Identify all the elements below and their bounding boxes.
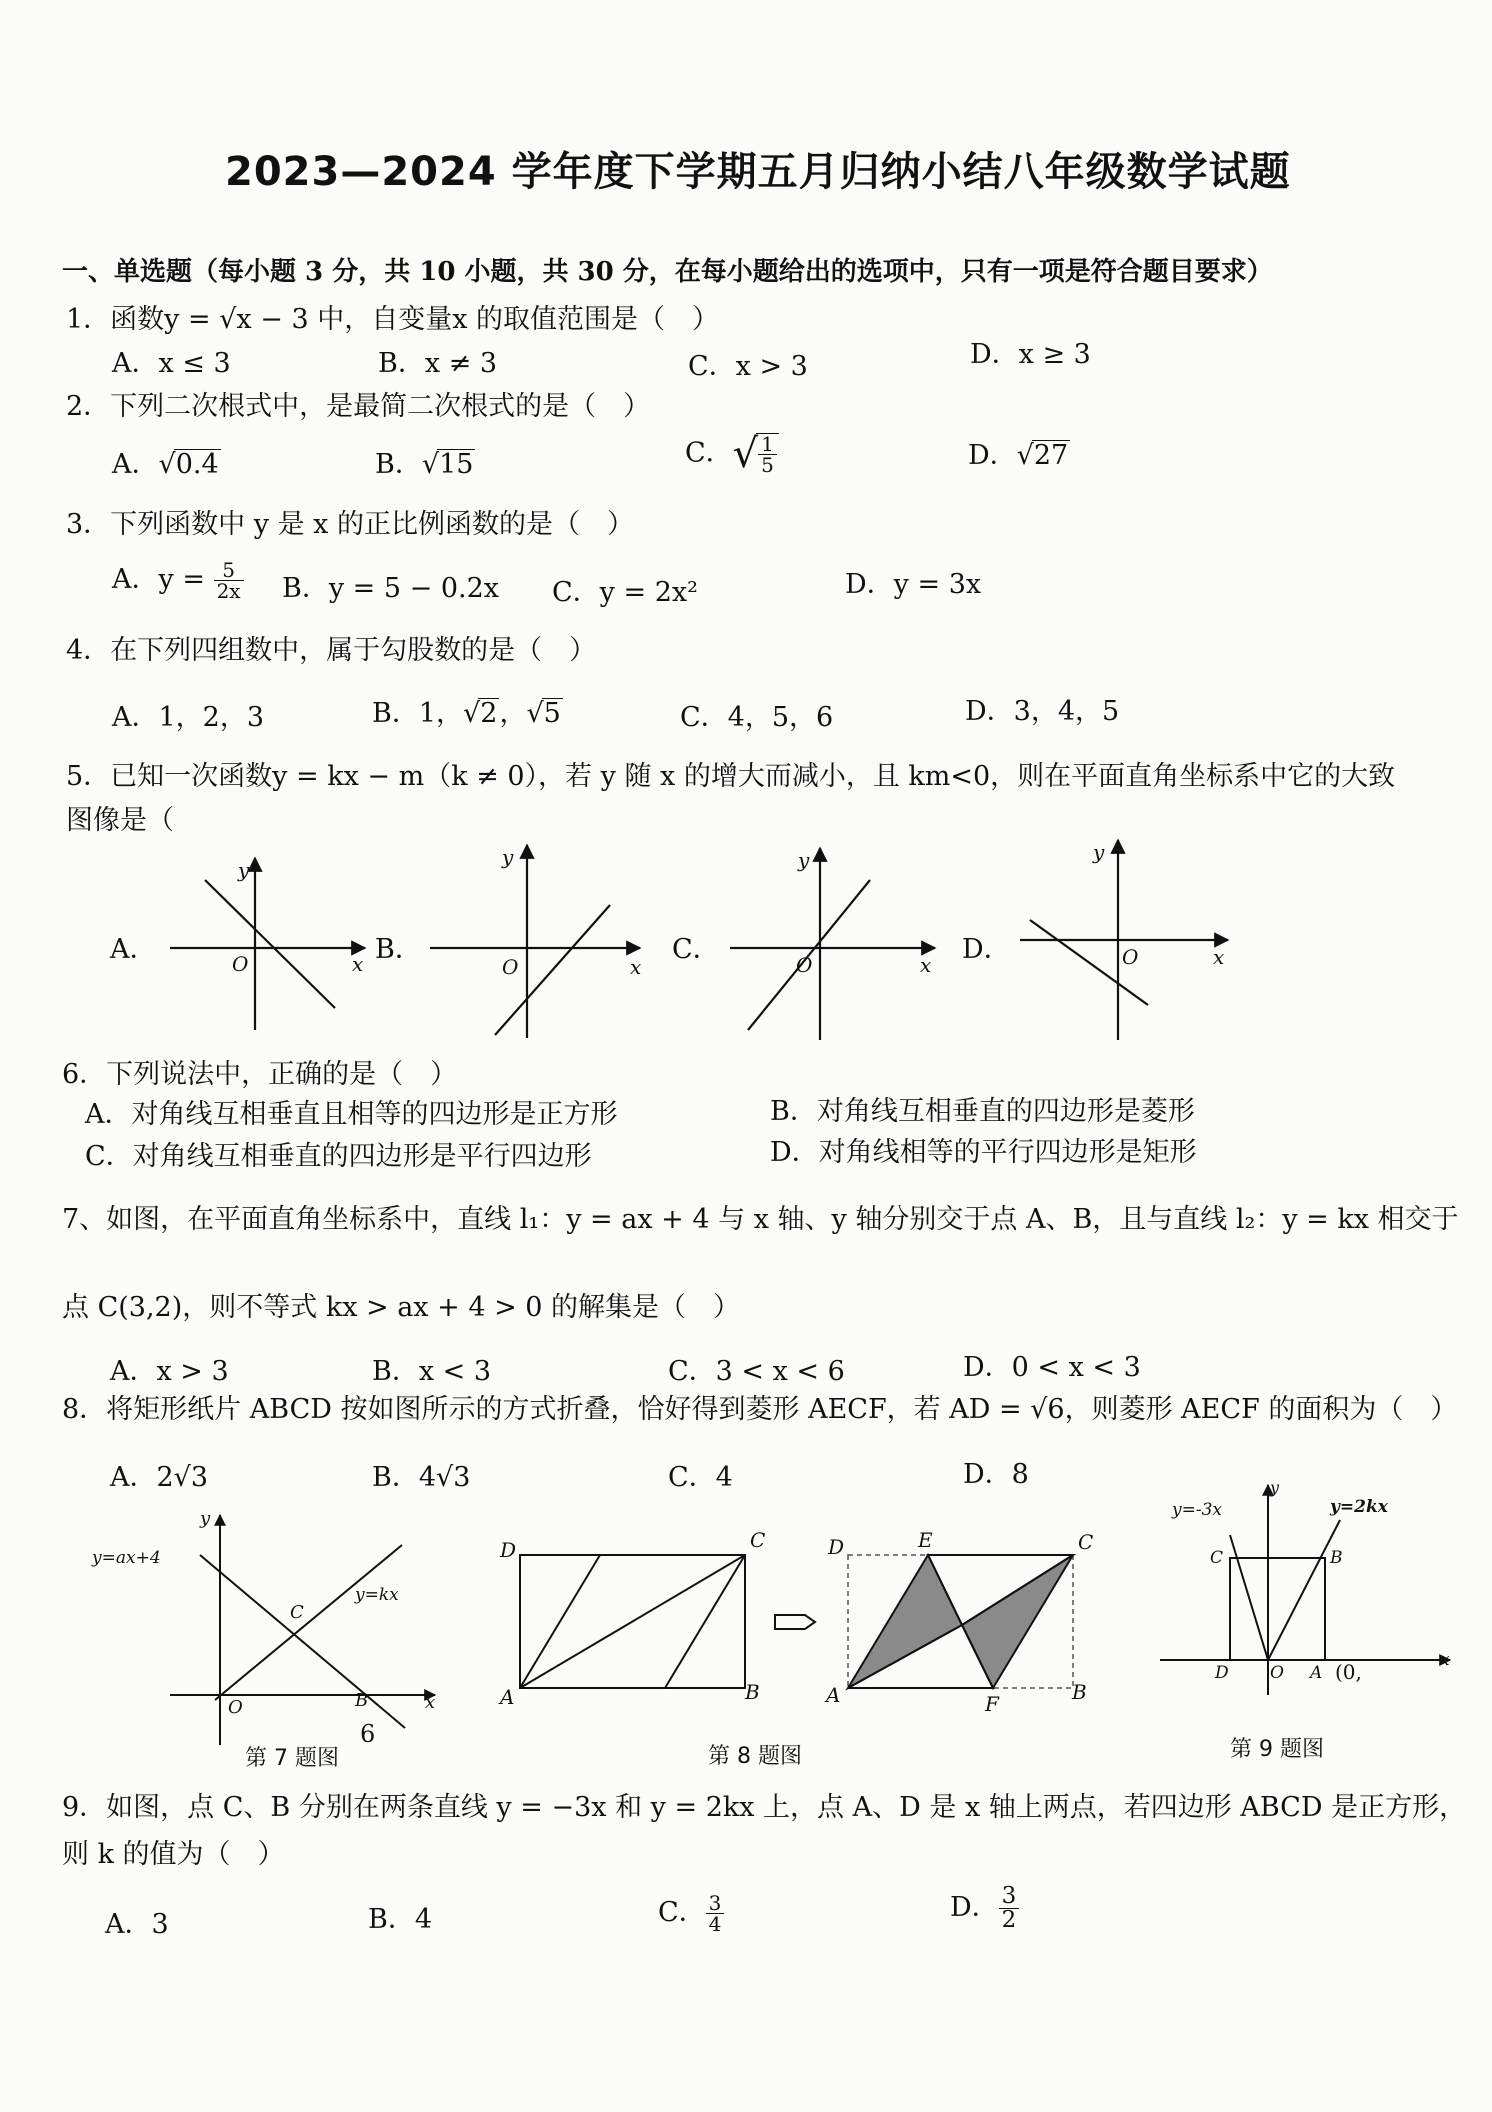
fig9-caption: 第 9 题图 [1230, 1737, 1324, 1762]
fig8-right-d: D [828, 1535, 845, 1559]
fig9-line2-label: y=2kx [1330, 1497, 1388, 1517]
q5-label-b: B． [375, 934, 422, 965]
fig7-point-b: B [355, 1690, 369, 1711]
q5b-axis-y: y [502, 845, 514, 869]
q7-stem: 7、如图，在平面直角坐标系中，直线 l₁：y = ax + 4 与 x 轴、y 轴分别交于点 A、B，且与直线 l₂：y = kx 相交于 [62, 1204, 1459, 1235]
fig7-axis-y: y [200, 1508, 211, 1529]
q2-stem: 2．下列二次根式中，是最简二次根式的是（ ） [66, 391, 651, 422]
fig7-handwritten-note: 6 [360, 1720, 376, 1748]
q5-stem: 5．已知一次函数y = kx − m（k ≠ 0），若 y 随 x 的增大而减小，且 km<0，则在平面直角坐标系中它的大致 [66, 761, 1396, 792]
q5d-axis-x: x [1213, 945, 1225, 969]
q1-option-d: D．x ≥ 3 [970, 339, 1091, 370]
q9-option-a: A．3 [105, 1909, 169, 1940]
q4-option-b: B．1，√2，√5 [372, 698, 561, 729]
page-title: 2023—2024 学年度下学期五月归纳小结八年级数学试题 [225, 149, 1291, 195]
q3-option-b: B．y = 5 − 0.2x [282, 573, 500, 604]
fig7-caption: 第 7 题图 [245, 1746, 339, 1771]
q8-option-a: A．2√3 [110, 1462, 209, 1493]
q6-option-a: A．对角线互相垂直且相等的四边形是正方形 [85, 1099, 618, 1130]
q3-option-c: C．y = 2x² [552, 577, 698, 608]
q5b-axis-x: x [630, 955, 642, 979]
q9-stem: 9．如图，点 C、B 分别在两条直线 y = −3x 和 y = 2kx 上，点 A、D 是 x 轴上两点，若四边形 ABCD 是正方形， [62, 1792, 1467, 1823]
q5-label-d: D． [962, 934, 1011, 965]
fig8-left-c: C [750, 1528, 766, 1552]
q2-option-c: C．√ $\frac{1}{5}$ [685, 432, 779, 476]
fig7-line2-label: y=kx [355, 1585, 399, 1605]
fig9-point-c: C [1210, 1548, 1224, 1568]
q5c-axis-x: x [920, 953, 932, 977]
q9-option-b: B．4 [368, 1904, 433, 1935]
fig8-left-a: A [500, 1685, 515, 1709]
q5c-axis-y: y [798, 848, 810, 872]
q6-stem: 6．下列说法中，正确的是（ ） [62, 1059, 458, 1090]
q3-option-d: D．y = 3x [845, 569, 982, 600]
q7-option-a: A．x > 3 [110, 1356, 229, 1387]
section-heading: 一、单选题（每小题 3 分，共 10 小题，共 30 分，在每小题给出的选项中，只有一项是符合题目要求） [62, 257, 1273, 287]
q4-stem: 4．在下列四组数中，属于勾股数的是（ ） [66, 635, 597, 666]
fig9-origin: O [1270, 1663, 1284, 1683]
q8-option-d: D．8 [963, 1459, 1029, 1490]
q2-option-b: B．√15 [375, 449, 474, 480]
q7-stem-continued: 点 C(3,2)，则不等式 kx > ax + 4 > 0 的解集是（ ） [62, 1292, 741, 1323]
q2-option-a: A．√0.4 [112, 449, 219, 480]
q2-option-d: D．√27 [968, 440, 1069, 471]
q1-option-b: B．x ≠ 3 [378, 348, 498, 379]
q1-stem: 1．函数y = √x − 3 中，自变量x 的取值范围是（ ） [66, 304, 720, 335]
q5c-origin: O [796, 953, 813, 977]
fig8-rectangle-left [520, 1555, 745, 1688]
fig8-rhombus-right [848, 1555, 1073, 1688]
q5a-axis-y: y [238, 858, 250, 882]
q7-option-c: C．3 < x < 6 [668, 1356, 845, 1387]
fig7-point-c: C [290, 1602, 304, 1623]
q8-stem: 8．将矩形纸片 ABCD 按如图所示的方式折叠，恰好得到菱形 AECF，若 AD = √6，则菱形 AECF 的面积为（ ） [62, 1394, 1458, 1425]
fig7-diagram [170, 1515, 435, 1745]
fig7-line1-label: y=ax+4 [92, 1548, 161, 1568]
q5b-origin: O [502, 955, 519, 979]
fig8-right-f: F [985, 1692, 999, 1716]
q5-label-a: A． [110, 934, 157, 965]
fig8-right-c: C [1078, 1530, 1094, 1554]
fig8-left-b: B [745, 1680, 760, 1704]
q1-option-c: C．x > 3 [688, 351, 808, 382]
q1-option-a: A．x ≤ 3 [112, 348, 231, 379]
q6-option-d: D．对角线相等的平行四边形是矩形 [770, 1137, 1197, 1168]
fig9-line1-label: y=-3x [1172, 1500, 1222, 1520]
q9-stem-continued: 则 k 的值为（ ） [62, 1839, 285, 1870]
q4-option-d: D．3，4，5 [965, 696, 1120, 727]
fig9-axis-y: y [1270, 1478, 1280, 1497]
fig8-right-a: A [826, 1683, 841, 1707]
q5a-origin: O [232, 952, 249, 976]
fig9-point-a: A [1310, 1663, 1323, 1683]
fig7-origin: O [228, 1697, 243, 1718]
q4-option-a: A．1，2，3 [112, 702, 265, 733]
fig8-left-d: D [500, 1538, 517, 1562]
q7-option-d: D．0 < x < 3 [963, 1352, 1141, 1383]
fig9-point-d: D [1215, 1663, 1229, 1683]
q5a-axis-x: x [352, 952, 364, 976]
q6-option-c: C．对角线互相垂直的四边形是平行四边形 [85, 1141, 592, 1172]
q5d-axis-y: y [1093, 840, 1105, 864]
q5-label-c: C． [672, 934, 720, 965]
fig8-right-e: E [918, 1528, 933, 1552]
fig9-point-b: B [1330, 1548, 1343, 1568]
q7-option-b: B．x < 3 [372, 1356, 492, 1387]
q4-option-c: C．4，5，6 [680, 702, 834, 733]
q5d-origin: O [1122, 945, 1139, 969]
fig8-right-b: B [1072, 1680, 1087, 1704]
q3-option-a: A．y = $\frac{5}{2x}$ [112, 560, 244, 601]
fig9-handwritten-note: (0, [1335, 1660, 1362, 1684]
fig8-transform-arrow [775, 1615, 815, 1629]
q5-stem-continued: 图像是（ [66, 805, 174, 836]
q3-stem: 3．下列函数中 y 是 x 的正比例函数的是（ ） [66, 509, 634, 540]
q9-option-c: C． $\frac{3}{4}$ [658, 1893, 724, 1934]
q8-option-b: B．4√3 [372, 1462, 471, 1493]
fig7-axis-x: x [425, 1692, 436, 1713]
q6-option-b: B．对角线互相垂直的四边形是菱形 [770, 1096, 1195, 1127]
fig9-axis-x: x [1440, 1650, 1450, 1670]
fig8-caption: 第 8 题图 [708, 1744, 802, 1769]
q8-option-c: C．4 [668, 1462, 733, 1493]
q9-option-d: D． $\frac{3}{2}$ [950, 1885, 1019, 1932]
